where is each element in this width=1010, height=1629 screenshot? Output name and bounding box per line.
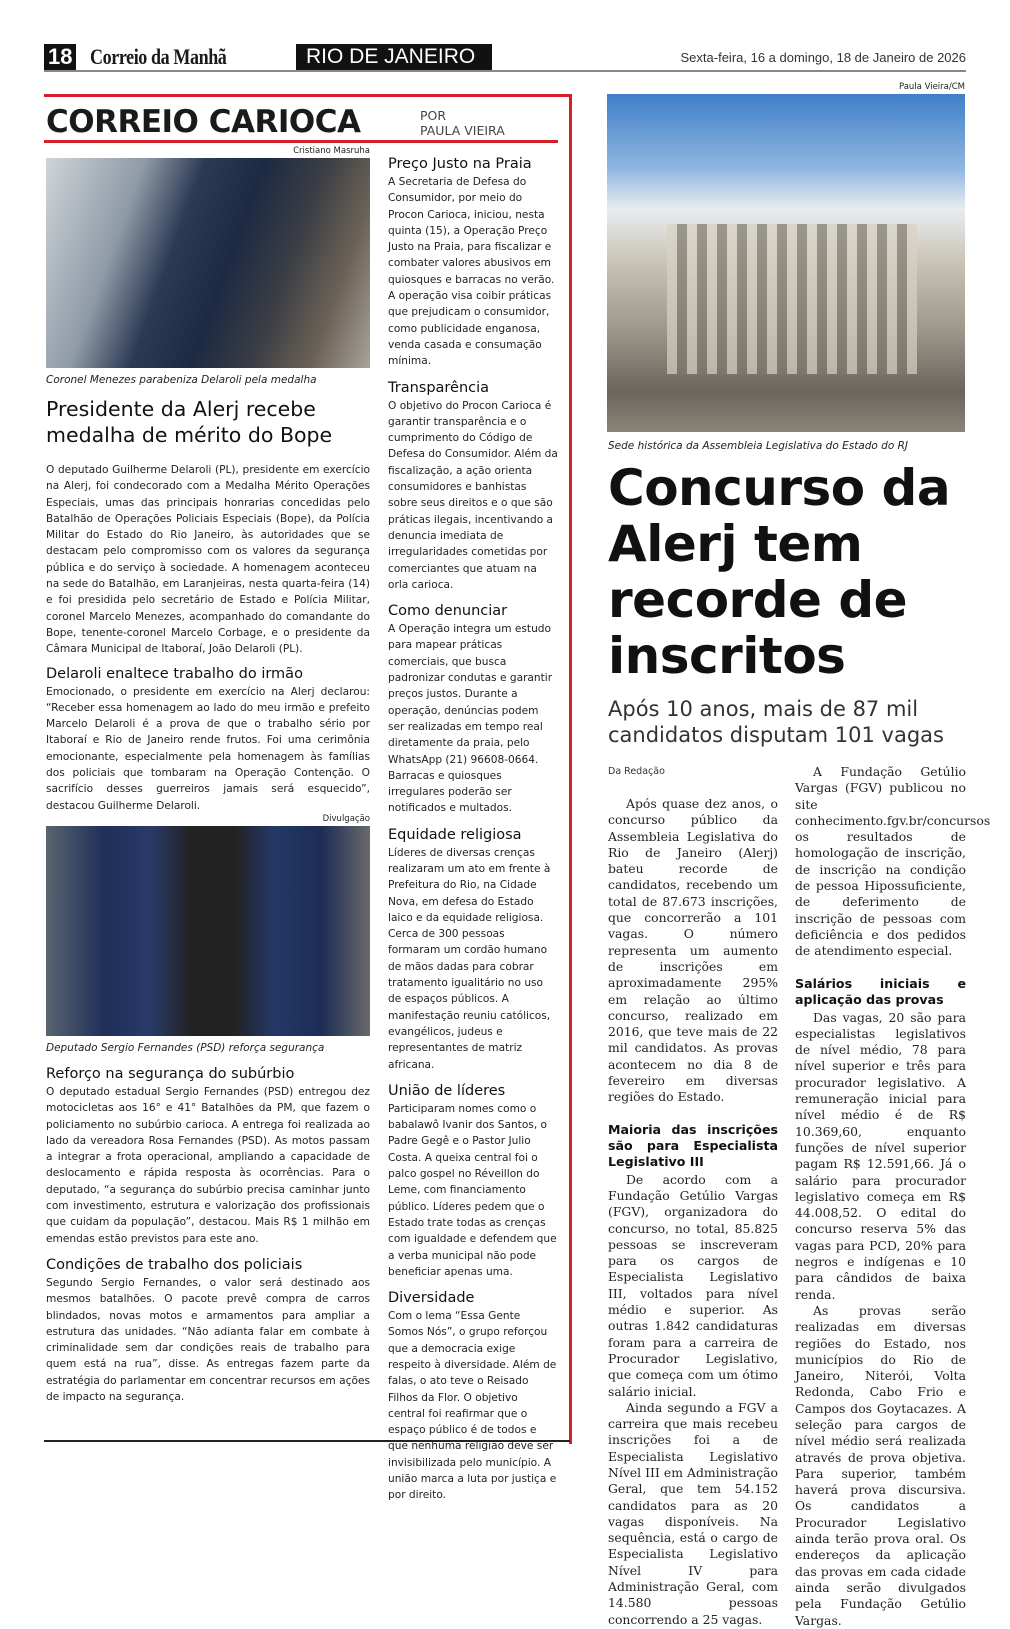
- note-title: União de líderes: [388, 1082, 506, 1099]
- author: Da Redação: [608, 766, 665, 777]
- note-text: Líderes de diversas crenças realizaram um ato em frente à Prefeitura do Rio, na Cidade Nova, em defesa do Estado laico e da equidade religiosa. Cerca de 300 pessoas formaram um cordão humano de mãos dadas para cobrar tratamento igualitário no uso de espaços públicos. A manifestação reuniu católicos, evangélicos, judeus e representantes de matriz africana.: [388, 846, 551, 1071]
- byline-author: PAULA VIEIRA: [420, 123, 505, 138]
- story-paragraph: Após quase dez anos, o concurso público da Assembleia Legislativa do Rio de Janeiro (Alerj) bateu recorde de candidatos, recebendo um total de 87.673 inscrições, que concorrerão a 101 vagas. O número representa um aumento de inscrições em aproximadamente 295% em relação ao último concurso, realizado em 2016, que teve mais de 22 mil candidatos. As provas acontecem no dia 8 de fevereiro em diversas regiões do Estado.: [608, 796, 778, 1105]
- story-paragraph: A Fundação Getúlio Vargas (FGV) publicou no site conhecimento.fgv.br/concursos os resultados de homologação de inscrição, de inscrição na condição de pessoa Hipossuficiente, de deferimento de inscrição de pessoas com deficiência e dos pedidos de atendimento especial.: [795, 764, 991, 959]
- note-title: Preço Justo na Praia: [388, 156, 532, 172]
- note-title: Diversidade: [388, 1290, 475, 1307]
- main-subhead: Após 10 anos, mais de 87 mil candidatos disputam 101 vagas: [608, 697, 944, 747]
- story-paragraph: Das vagas, 20 são para especialistas legislativos de nível médio, 78 para nível superior e três para procurador legislativo. A remuneração inicial para nível médio é de R$ 10.369,60, enquanto funções de nível superior pagam R$ 12.591,66. Já o salário para procurador legislativo começa em R$ 44.008,52. O edital do concurso reserva 5% das vagas para PCD, 20% para negros e indígenas e 10 para cândidos de baixa renda.: [795, 1009, 966, 1302]
- photo-alerj-building: [607, 94, 965, 432]
- note-title: Equidade religiosa: [388, 826, 522, 843]
- byline-por: POR: [420, 108, 447, 123]
- main-column-2: [795, 764, 991, 1629]
- story-paragraph: O deputado Guilherme Delaroli (PL), presidente em exercício na Alerj, foi condecorado com a Medalha Mérito Operações Especiais, umas das principais honrarias concedidas pelo Batalhão de Operações Policiais Especiais (Bope), da Polícia Militar do Estado do Rio Janeiro, às autoridades que se destacam pelo compromisso com os valores da segurança pública e do serviço à sociedade. A homenagem aconteceu na sede do Batalhão, em Laranjeiras, nesta quarta-feira (14) e foi presidida pelo secretário de Estado e Polícia Militar, coronel Marcelo Menezes, acompanhado do comandante do Bope, tenente-coronel Marcelo Corbage, e o presidente da Câmara Municipal de Itaboraí, João Delaroli (PL).: [46, 464, 370, 656]
- photo-caption: Deputado Sergio Fernandes (PSD) reforça segurança: [46, 1041, 325, 1054]
- column-title: CORREIO CARIOCA: [46, 104, 361, 140]
- story-paragraph: De acordo com a Fundação Getúlio Vargas (FGV), organizadora do concurso, no total, 85.825 pessoas se inscreveram para os cargos de Especialista Legislativo III, voltados para nível médio e superior. As outras 1.842 candidaturas foram para a carreira de Procurador Legislativo, que começa com um ótimo salário inicial.: [608, 1171, 778, 1399]
- note-item: [388, 827, 558, 1073]
- main-column-1: [608, 796, 778, 1627]
- note-item: [388, 156, 558, 370]
- subheading: Salários iniciais e aplicação das provas: [795, 975, 966, 1007]
- subheading: Reforço na segurança do subúrbio: [46, 1065, 295, 1082]
- subheading: Delaroli enaltece trabalho do irmão: [46, 665, 303, 682]
- note-text: Com o lema “Essa Gente Somos Nós”, o grupo reforçou que a democracia exige respeito à diversidade. Além de falas, o ato teve o Reisado Filhos da Flor. O objetivo central foi reafirmar que o espaço público é de todos e que nenhuma religião deve ser invisibilizada pelo município. A união marca a luta por justiça e por direito.: [388, 1310, 557, 1502]
- note-title: Transparência: [388, 379, 490, 396]
- photo-menezes-delaroli: [46, 158, 370, 368]
- note-item: [388, 603, 558, 817]
- building-columns: [667, 224, 917, 374]
- column-byline: [420, 108, 505, 138]
- subheading: Maioria das inscrições são para Especialista Legislativo III: [608, 1121, 778, 1169]
- newspaper-logo: Correio da Manhã: [90, 44, 227, 69]
- photo-caption: Coronel Menezes parabeniza Delaroli pela medalha: [46, 374, 317, 386]
- story-headline: Presidente da Alerj recebe medalha de mérito do Bope: [46, 397, 333, 447]
- title-rule: [44, 140, 558, 143]
- story-paragraph: Ainda segundo a FGV a carreira que mais recebeu inscrições foi a de Especialista Legislativo Nível III em Administração Geral, que tem 54.152 candidatos para as 20 vagas disponíveis. Na sequência, está o cargo de Especialista Legislativo Nível IV para Administração Geral, com 14.580 pessoas concorrendo a 25 vagas.: [608, 1399, 778, 1627]
- note-title: Como denunciar: [388, 603, 508, 620]
- note-item: [388, 1083, 558, 1280]
- photo-sergio-fernandes: [46, 826, 370, 1036]
- notes-column: [388, 156, 558, 1514]
- story-paragraph: Emocionado, o presidente em exercício na Alerj declarou: “Receber essa homenagem ao lado do meu irmão e prefeito Marcelo Delaroli é a prova de que o trabalho sério por Itaboraí e Rio de Janeiro rende frutos. Foi uma cerimônia emocionante, especialmente pela homenagem às famílias dos policiais que tombaram na Operação Contenção. O sacrifício desses guerreiros jamais será esquecido”, destacou Guilherme Delaroli.: [46, 685, 370, 812]
- note-text: A Secretaria de Defesa do Consumidor, por meio do Procon Carioca, iniciou, nesta quinta (15), a Operação Preço Justo na Praia, para fiscalizar e combater valores abusivos em quiosques e barracas no verão. A operação visa coibir práticas que prejudicam o consumidor, como publicidade enganosa, venda casada e consumação mínima.: [388, 176, 555, 368]
- note-text: A Operação integra um estudo para mapear práticas comerciais, que busca padronizar condutas e garantir preços justos. Durante a operação, denúncias podem ser realizadas em tempo real diretamente da praia, pelo WhatsApp (21) 96608-0664. Barracas e quiosques irregulares poderão ser notificados e multados.: [388, 623, 553, 815]
- story-paragraph: Segundo Sergio Fernandes, o valor será destinado aos mesmos batalhões. O pacote prevê compra de carros blindados, novas motos e armamentos para ampliar a estrutura das unidades. “Não adianta falar em combate à criminalidade sem dar condições reais de trabalho para quem está na rua”, disse. As entregas fazem parte da estratégia do parlamentar em concentrar recursos em ações de impacto na segurança.: [46, 1276, 370, 1403]
- story-paragraph: O deputado estadual Sergio Fernandes (PSD) entregou dez motocicletas aos 16° e 41° Batalhões da PM, que fazem o policiamento no subúrbio carioca. A entrega foi realizada ao lado da vereadora Rosa Fernandes (PSD). As motos passam a integrar a frota operacional, ampliando a capacidade de deslocamento e rápida resposta às ocorrências. Para o deputado, “a segurança do subúrbio precisa caminhar junto com investimento, estrutura e valorização dos profissionais que cuidam da população”, destacou. Mais R$ 1 milhão em emendas estão previstos para este ano.: [46, 1085, 370, 1245]
- photo-caption: Sede histórica da Assembleia Legislativa do Estado do RJ: [608, 440, 908, 452]
- note-item: [388, 380, 558, 594]
- header-rule: [44, 70, 966, 72]
- note-text: Participaram nomes como o babalawô Ivanir dos Santos, o Padre Gegê e o Pastor Julio Costa. A queixa central foi o palco gospel no Réveillon do Leme, com financiamento público. Líderes pedem que o Estado trate todas as crenças com igualdade e defendem que a verba municipal não pode beneficiar apenas uma.: [388, 1102, 557, 1278]
- subheading: Condições de trabalho dos policiais: [46, 1256, 303, 1273]
- photo-credit: Paula Vieira/CM: [898, 82, 965, 92]
- story-paragraph: As provas serão realizadas em diversas regiões do Estado, nos municípios do Rio de Janeiro, Niterói, Volta Redonda, Cabo Frio e Campos dos Goytacazes. A seleção para cargos de nível médio será realizada através de prova objetiva. Para superior, também haverá prova discursiva. Os candidatos a Procurador Legislativo ainda terão prova oral. Os endereços da aplicação das provas em cada cidade ainda serão divulgados pela Fundação Getúlio Vargas.: [795, 1302, 966, 1628]
- photo-credit: Cristiano Masruha: [293, 146, 370, 156]
- photo-credit: Divulgação: [322, 813, 370, 824]
- note-item: [388, 1290, 558, 1504]
- left-column: [46, 146, 370, 1405]
- edition-date: Sexta-feira, 16 a domingo, 18 de Janeiro de 2026: [680, 50, 966, 65]
- main-headline: Concurso da Alerj tem recorde de inscritos: [608, 459, 951, 685]
- section-label: RIO DE JANEIRO: [296, 44, 492, 70]
- note-text: O objetivo do Procon Carioca é garantir transparência e o cumprimento do Código de Defesa do Consumidor. Além da fiscalização, a ação orienta consumidores e banhistas sobre seus direitos e o que são práticas ilegais, incentivando a denuncia imediata de irregularidades cometidas por comerciantes que atuam na orla carioca.: [388, 399, 558, 591]
- page-number: 18: [44, 44, 76, 70]
